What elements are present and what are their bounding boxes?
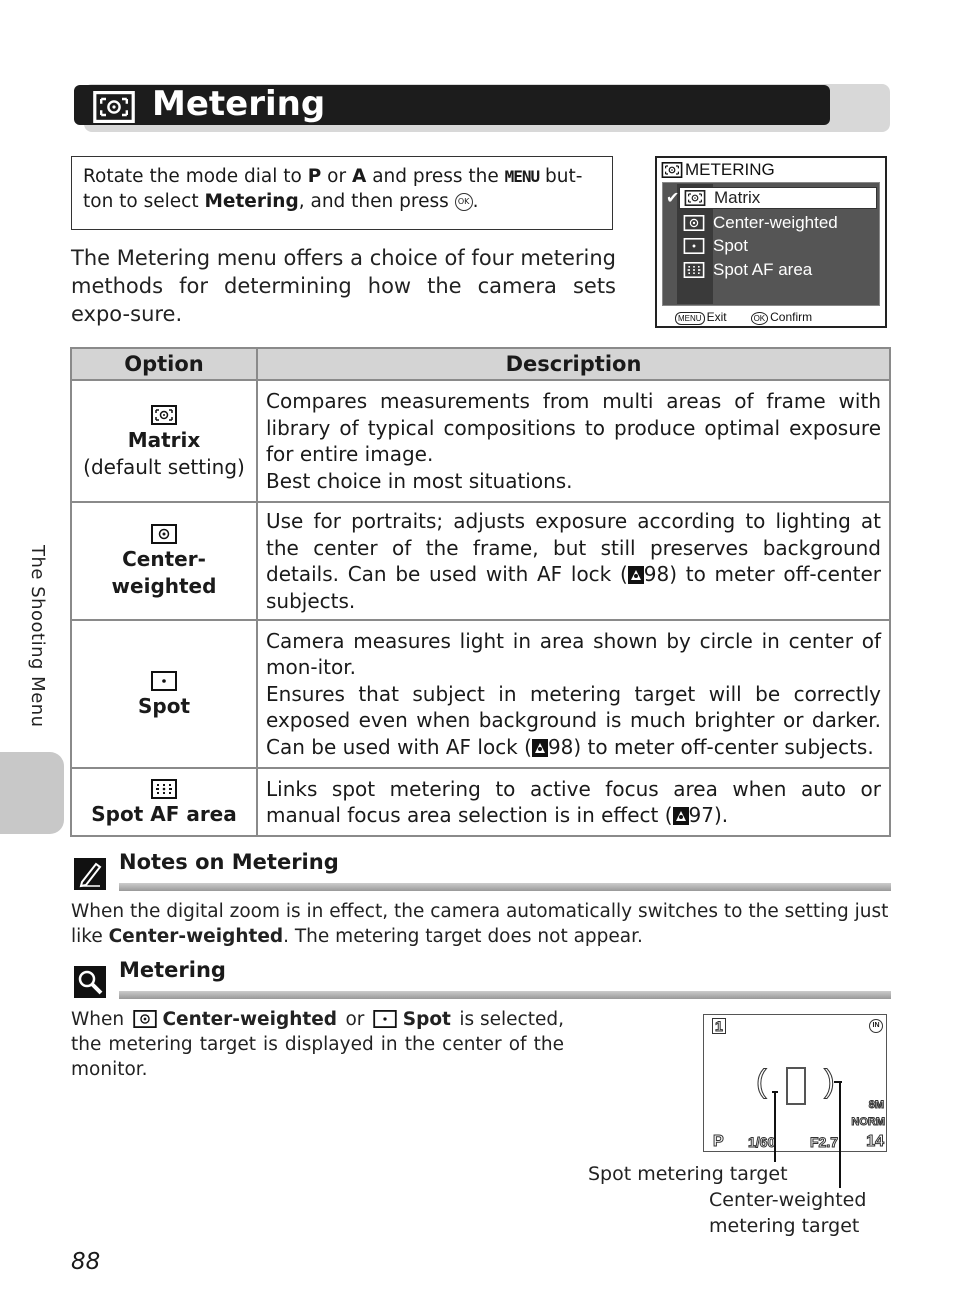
- page-number: 88: [71, 1249, 101, 1275]
- aperture-indicator: F2.7: [810, 1134, 839, 1150]
- option-spot-af-area: Spot AF area: [71, 768, 257, 836]
- center-weighted-metering-icon: [151, 524, 177, 544]
- pencil-note-icon: [74, 858, 106, 890]
- page-reference-icon: [532, 739, 548, 757]
- menu-button-label: MENU: [504, 167, 540, 186]
- magnifier-tip-icon: [74, 966, 106, 998]
- description-center-weighted: Use for portraits; adjusts exposure according to lighting at the center of the frame, but still preserves background details. Can be used with AF lock ( 98) to meter off-center subjects.: [257, 502, 890, 620]
- center-weighted-target-right: ): [824, 1063, 835, 1099]
- intro-paragraph: The Metering menu offers a choice of four metering methods for determining how the camera sets expo-sure.: [71, 246, 616, 326]
- table-row-matrix: [71, 380, 890, 502]
- option-matrix: Matrix (default setting): [71, 380, 257, 502]
- metering-tip-text: When Center-weighted or Spot is selected, the metering target is displayed in the center of the monitor.: [71, 1009, 564, 1080]
- remaining-exposures-indicator: 14: [866, 1133, 884, 1150]
- camera-menu-title: METERING: [661, 160, 775, 180]
- section-thumb-tab: [0, 752, 64, 834]
- camera-menu-screenshot: [655, 156, 887, 328]
- matrix-metering-icon: [151, 405, 177, 425]
- shooting-mode-indicator: P: [713, 1133, 724, 1150]
- internal-memory-icon: IN: [869, 1019, 883, 1033]
- matrix-metering-icon: [684, 190, 706, 206]
- camera-menu-footer: [675, 310, 812, 325]
- checkmark-icon: ✔: [666, 190, 680, 207]
- center-weighted-metering-icon: [133, 1010, 157, 1028]
- camera-menu-panel: [662, 182, 880, 306]
- metering-tip-heading: Metering: [119, 958, 226, 982]
- page-title: Metering: [152, 84, 326, 124]
- header-option: Option: [71, 348, 257, 380]
- instruction-box: [71, 156, 613, 230]
- section-label: The Shooting Menu: [27, 545, 48, 728]
- table-row-spot: [71, 620, 890, 768]
- table-row-center-weighted: [71, 502, 890, 620]
- camera-menu-confirm: OK Confirm: [751, 310, 813, 325]
- metering-options-table: [70, 347, 891, 837]
- description-spot: Camera measures light in area shown by circle in center of mon-itor. Ensures that subject in metering target will be correctly exposed even when background is much brighter or darker. Can be used with AF lock ( 98) to meter off-center subjects.: [257, 620, 890, 768]
- notes-on-metering-text: When the digital zoom is in effect, the camera automatically switches to the setting just like Center-weighted. The metering target does not appear.: [71, 901, 889, 947]
- center-weighted-metering-icon: [683, 215, 705, 231]
- frame-count-indicator: 1: [712, 1018, 726, 1034]
- shutter-speed-indicator: 1/60: [748, 1134, 776, 1150]
- notes-heading-rule: [119, 883, 891, 891]
- instruction-line-2: ton to select Metering, and then press OK .: [83, 191, 479, 212]
- spot-metering-icon: [373, 1010, 397, 1028]
- spot-af-area-metering-icon: [151, 779, 177, 799]
- header-description: Description: [257, 348, 890, 380]
- ok-button-icon: OK: [455, 193, 473, 211]
- option-center-weighted: Center- weighted: [71, 502, 257, 620]
- table-header-row: [71, 348, 890, 380]
- camera-menu-item-center-weighted[interactable]: Center-weighted: [683, 212, 838, 234]
- caption-center-weighted-line-1: Center-weighted: [709, 1189, 867, 1211]
- matrix-metering-icon: [661, 162, 683, 178]
- page-reference-icon: [628, 566, 644, 584]
- image-size-indicator: 8M: [868, 1099, 884, 1111]
- option-spot: Spot: [71, 620, 257, 768]
- camera-menu-item-spot[interactable]: Spot: [683, 235, 748, 257]
- camera-menu-item-spot-af-area[interactable]: Spot AF area: [683, 259, 812, 281]
- spot-af-area-metering-icon: [683, 262, 705, 278]
- page-reference-icon: [673, 807, 689, 825]
- tip-heading-rule: [119, 991, 891, 999]
- description-spot-af-area: Links spot metering to active focus area when auto or manual focus area selection is in effect ( 97).: [257, 768, 890, 836]
- spot-metering-icon: [683, 238, 705, 254]
- table-row-spot-af-area: [71, 768, 890, 836]
- center-weighted-target-left: (: [756, 1063, 767, 1099]
- caption-center-weighted-line-2: metering target: [709, 1215, 860, 1237]
- notes-on-metering-heading: Notes on Metering: [119, 850, 339, 874]
- matrix-metering-icon: [92, 91, 136, 123]
- spot-metering-icon: [151, 671, 177, 691]
- description-matrix: Compares measurements from multi areas of frame with library of typical compositions to produce optimal exposure for entire image. Best choice in most situations.: [257, 380, 890, 502]
- tip-line-1: When Center-weighted or Spot is selected,: [71, 1009, 564, 1030]
- camera-menu-exit: MENU Exit: [675, 310, 727, 325]
- instruction-line-1: Rotate the mode dial to P or A and press the MENU but-: [83, 166, 583, 187]
- image-quality-indicator: NORM: [851, 1116, 885, 1128]
- caption-spot-metering-target: Spot metering target: [588, 1163, 788, 1185]
- camera-menu-item-matrix[interactable]: ✔ Matrix: [679, 187, 877, 209]
